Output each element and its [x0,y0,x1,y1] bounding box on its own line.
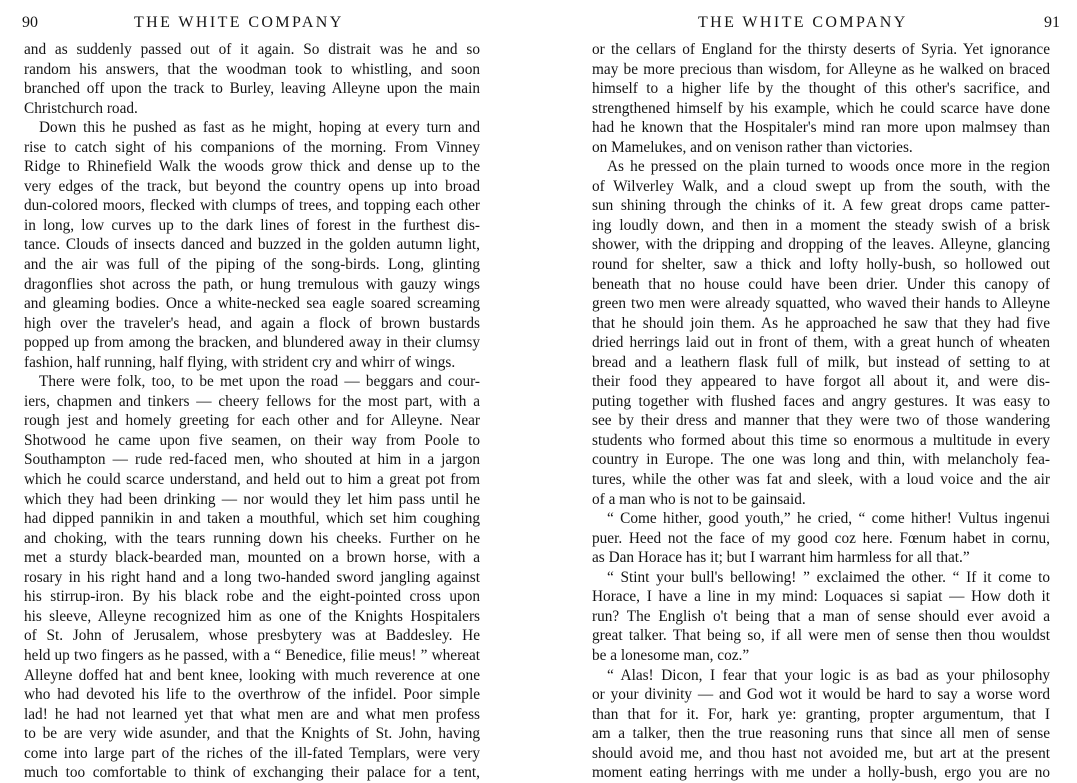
text-line: their food they appeared to have forgot all about it, and were dis- [592,373,1050,391]
text-line: of Wilverley Walk, and a cloud swept up from the south, with the [592,177,1050,195]
text-line: rough jest and homely greeting for each other and for Alleyne. Near [24,412,480,430]
text-line: Christchurch road. [24,99,138,117]
text-line: Alleyne doffed hat and bent knee, looking with much reverence at one [24,666,480,684]
page-number-right: 91 [1044,14,1060,31]
text-line: had he known that the Hospitaler's mind ran more upon malmsey than [592,119,1050,137]
text-line: puer. Heed not the face of my good coz here. Fœnum habet in cornu, [592,529,1050,547]
text-line: very edges of the track, but beyond the country opens up into broad [24,177,480,195]
text-line: lad! he had not learned yet that what men are and what men profess [24,705,480,723]
text-line: sun shining through the chinks of it. A few great drops came patter- [592,197,1050,215]
text-line: had dipped pannikin in and taken a mouthful, which set him coughing [24,510,480,528]
text-line: Horace, I have a line in my mind: Loquaces si sapiat — How doth it [592,588,1050,606]
body-text-left [24,40,480,783]
text-line: dragonflies shot across the path, or hung tremulous with gauzy wings [24,275,480,293]
text-line: tance. Clouds of insects danced and buzzed in the golden autumn light, [24,236,480,254]
text-line: tures, while the other was fat and sleek, with a loud voice and the air [592,471,1050,489]
text-line: his sleeve, Alleyne recognized him as one of the Knights Hospitalers [24,607,480,625]
text-line: beneath that no house could have been drier. Under this canopy of [592,275,1050,293]
text-line: strengthened himself by his example, which he could scarce have done [592,99,1050,117]
right-page [540,0,1077,782]
text-line: branched off upon the track to Burley, leaving Alleyne upon the main [24,80,480,98]
text-line: dried herrings laid out in front of them, with a great hunch of wheaten [592,334,1050,352]
page-number-left: 90 [22,14,38,31]
text-line: much too comfortable to think of exchanging their palace for a tent, [24,764,480,782]
text-line: than that for it. For, hark ye: granting, propter argumentum, that I [592,705,1050,723]
running-head-right: THE WHITE COMPANY [698,14,908,31]
text-line: rosary in his right hand and a long two-handed sword jangling against [24,568,480,586]
text-line: may be more precious than wisdom, for Alleyne as he walked on braced [592,60,1050,78]
text-line: held up two fingers as he passed, with a “ Benedice, filie meus! ” whereat [24,646,480,664]
text-line: students who formed about this time so enormous a multitude in every [592,431,1050,449]
text-line: who had devoted his life to the overthrow of the infidel. Poor simple [24,686,480,704]
text-line: of St. John of Jerusalem, whose presbytery was at Baddesley. He [24,627,480,645]
text-line: see by their dress and manner that they were two of those wandering [592,412,1050,430]
text-line: Down this he pushed as fast as he might, hoping at every turn and [39,119,480,137]
text-line: moment eating herrings with me under a holly-bush, ergo you are no [592,764,1050,782]
text-line: puting together with flushed faces and angry gestures. It was easy to [592,392,1050,410]
text-line: green two men were already squatted, who waved their hands to Alleyne [592,295,1050,313]
text-line: fashion, half running, half flying, with strident cry and whirr of wings. [24,353,456,371]
running-head-left: THE WHITE COMPANY [134,14,344,31]
text-line: run? The English o't being that a man of sense should ever avoid a [592,607,1050,625]
text-line: popped up from among the bracken, and blundered away in their clumsy [24,334,480,352]
text-line: that he should join them. As he approached he saw that they had five [592,314,1050,332]
text-line: to be are very wide asunder, and that the Knights of St. John, having [24,725,480,743]
text-line: shower, with the dripping and dropping of the leaves. Alleyne, glancing [592,236,1050,254]
text-line: be a lonesome man, coz.” [592,646,750,664]
text-line: should avoid me, and thou hast not avoided me, but art at the present [592,744,1050,762]
text-line: Southampton — rude red-faced men, who shouted at him in a jargon [24,451,480,469]
text-line: which he could scarce understand, and held out to him a great pot from [24,471,480,489]
text-line: rise to catch sight of his companions of the morning. From Vinney [24,138,480,156]
text-line: random his answers, that the woodman took to whistling, and soon [24,60,480,78]
text-line: and as suddenly passed out of it again. So distrait was he and so [24,41,480,58]
text-line: Ridge to Rhinefield Walk the woods grow thick and dense up to the [24,158,480,176]
text-line: “ Come hither, good youth,” he cried, “ come hither! Vultus ingenui [607,510,1050,528]
text-line: met a sturdy black-bearded man, mounted on a brown horse, with a [24,549,480,567]
text-line: his stirrup-iron. By his black robe and the eight-pointed cross upon [24,588,480,606]
text-line: country in Europe. The one was long and thin, with melancholy fea- [592,451,1050,469]
text-line: “ Alas! Dicon, I fear that your logic is as bad as your philosophy [607,666,1050,684]
text-line: There were folk, too, to be met upon the road — beggars and cour- [39,373,480,391]
text-line: and gleaming bodies. Once a white-necked sea eagle soared screaming [24,295,480,313]
text-line: iers, chapmen and tinkers — cheery fellows for the most part, with a [24,392,480,410]
text-line: high over the traveler's head, and again a flock of brown bustards [24,314,480,332]
text-line: as Dan Horace has it; but I warrant him harmless for all that.” [592,549,970,567]
text-line: ing loudly down, and then in a moment the steady swish of a brisk [592,216,1050,234]
text-line: great talker. That being so, if all were men of sense then thou wouldst [592,627,1050,645]
text-line: and the air was full of the piping of the song-birds. Long, glinting [24,256,480,274]
text-line: “ Stint your bull's bellowing! ” exclaimed the other. “ If it come to [607,568,1050,586]
text-line: or your divinity — and God wot it would be hard to say a worse word [592,686,1050,704]
text-line: and choking, with the tears running down his cheeks. Further on he [24,529,480,547]
text-line: bread and a leathern flask full of milk, but instead of setting to at [592,353,1050,371]
text-line: himself to a higher life by the thought of this other's sacrifice, and [592,80,1050,98]
text-line: in long, low curves up to the dark lines of forest in the furthest dis- [24,216,480,234]
text-line: dun-colored moors, flecked with clumps of trees, and topping each other [24,197,480,215]
text-line: come into large part of the riches of the ill-fated Templars, were very [24,744,480,762]
text-line: on Mamelukes, and on venison rather than victories. [592,138,913,156]
text-line: am a talker, then the true reasoning runs that since all men of sense [592,725,1050,743]
text-line: round for shelter, saw a thick and lofty holly-bush, so hollowed out [592,256,1050,274]
text-line: which they had been drinking — nor would they let him pass until he [24,490,480,508]
text-line: of a man who is not to be gainsaid. [592,490,806,508]
text-line: Shotwood he came upon five seamen, on their way from Poole to [24,431,480,449]
text-line: or the cellars of England for the thirsty deserts of Syria. Yet ignorance [592,41,1050,58]
body-text-right [592,40,1050,783]
text-line: As he pressed on the plain turned to woods once more in the region [607,158,1050,176]
